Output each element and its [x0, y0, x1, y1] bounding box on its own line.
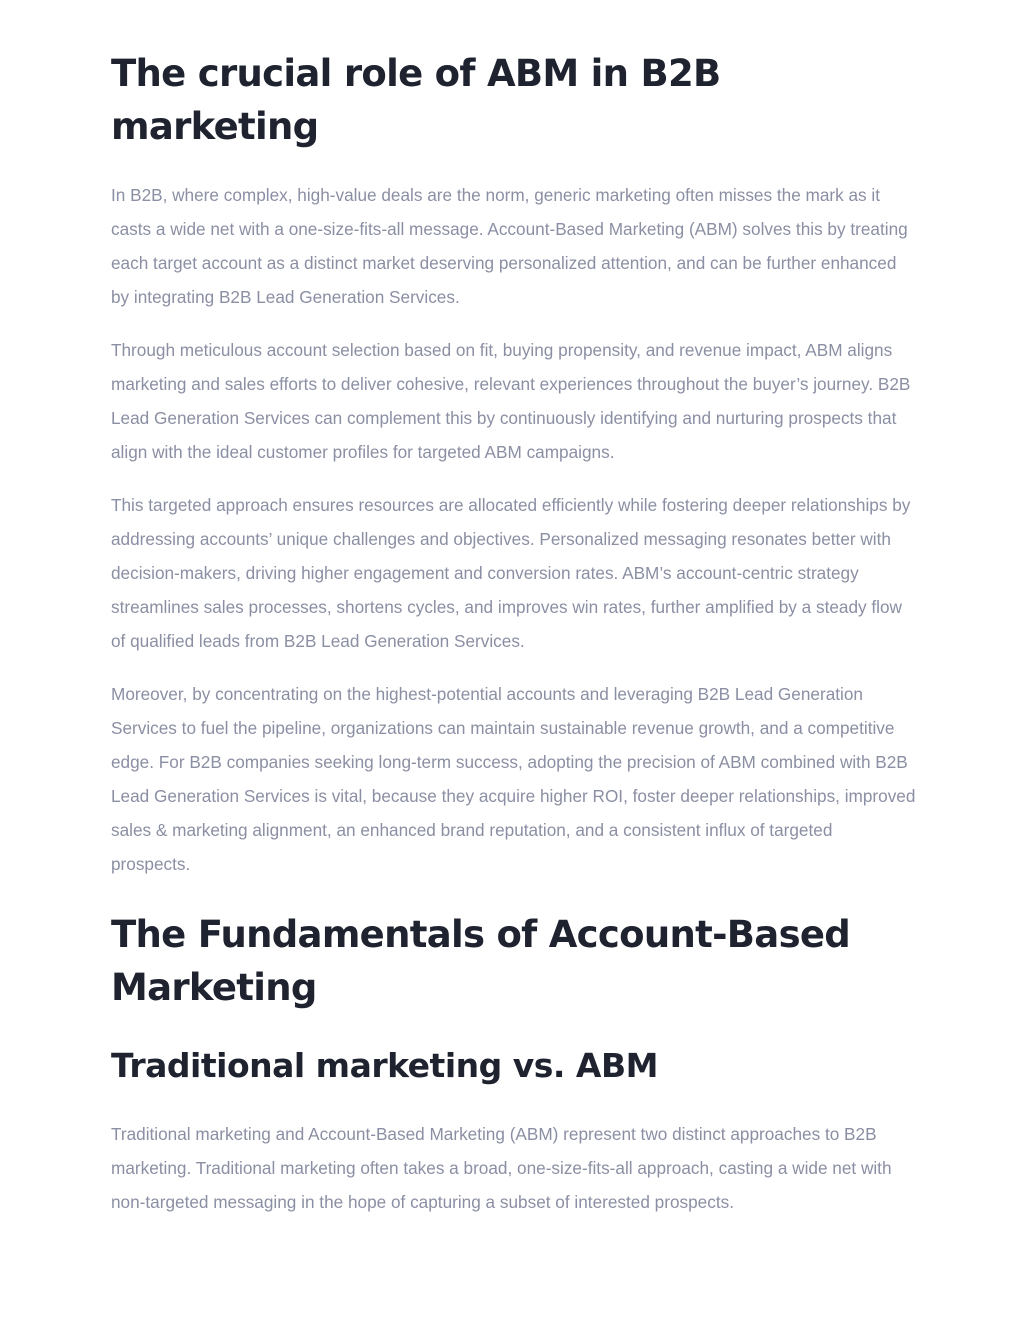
section-heading-abm-role: The crucial role of ABM in B2B marketing	[111, 52, 721, 148]
paragraph: Moreover, by concentrating on the highest-potential accounts and leveraging B2B Lead Generation Services to fuel the pipeline, organizations can maintain sustainable revenue growth, and a competitive edge. For B2B companies seeking long-term success, adopting the precision of ABM combined with B2B Lead Generation Services is vital, because they acquire higher ROI, foster deeper relationships, improved sales & marketing alignment, an enhanced brand reputation, and a consistent influx of targeted prospects.	[111, 684, 916, 874]
paragraph: In B2B, where complex, high-value deals are the norm, generic marketing often misses the mark as it casts a wide net with a one-size-fits-all message. Account-Based Marketing (ABM) solves this by treating each target account as a distinct market deserving personalized attention, and can be further enhanced by integrating B2B Lead Generation Services.	[111, 185, 908, 307]
section-abm-role	[111, 47, 916, 881]
section-heading-fundamentals: The Fundamentals of Account-Based Marketing	[111, 913, 851, 1009]
paragraph: Through meticulous account selection based on fit, buying propensity, and revenue impact, ABM aligns marketing and sales efforts to deliver cohesive, relevant experiences throughout the buyer’s journey. B2B Lead Generation Services can complement this by continuously identifying and nurturing prospects that align with the ideal customer profiles for targeted ABM campaigns.	[111, 340, 911, 462]
section-abm-fundamentals	[111, 908, 916, 1219]
subheading-traditional-vs-abm: Traditional marketing vs. ABM	[111, 1046, 658, 1085]
paragraph: This targeted approach ensures resources are allocated efficiently while fostering deeper relationships by addressing accounts’ unique challenges and objectives. Personalized messaging resonates better with decision-makers, driving higher engagement and conversion rates. ABM’s account-centric strategy streamlines sales processes, shortens cycles, and improves win rates, further amplified by a steady flow of qualified leads from B2B Lead Generation Services.	[111, 495, 911, 651]
paragraph: Traditional marketing and Account-Based Marketing (ABM) represent two distinct approaches to B2B marketing. Traditional marketing often takes a broad, one-size-fits-all approach, casting a wide net with non-targeted messaging in the hope of capturing a subset of interested prospects.	[111, 1124, 892, 1212]
article-content	[111, 0, 916, 1219]
